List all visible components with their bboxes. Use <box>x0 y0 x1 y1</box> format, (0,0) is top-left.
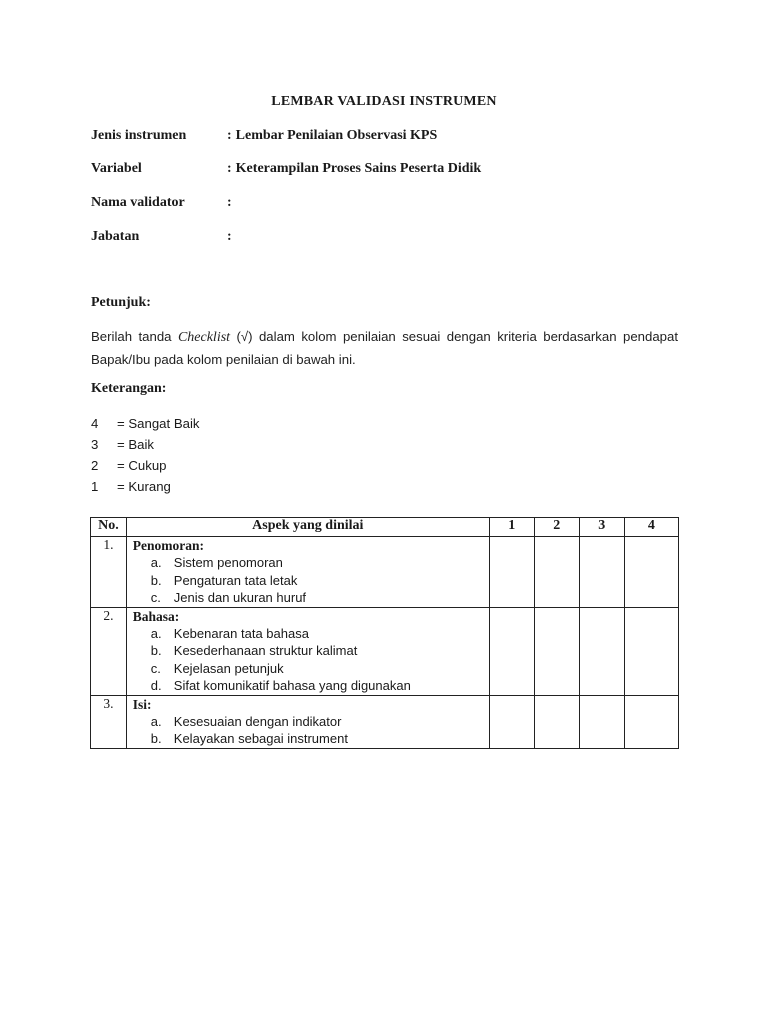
field-variabel <box>91 161 481 177</box>
assessment-table <box>90 517 679 749</box>
item-letter: d. <box>150 678 162 693</box>
petunjuk-paragraph <box>91 326 678 371</box>
row-number: 1. <box>91 537 127 608</box>
score-cell-4[interactable] <box>624 537 678 608</box>
header-no: No. <box>91 518 127 537</box>
aspect-item <box>127 642 489 660</box>
item-text: Kesederhanaan struktur kalimat <box>173 643 358 658</box>
petunjuk-text-before: Berilah tanda <box>91 329 178 344</box>
score-cell-4[interactable] <box>624 695 678 748</box>
aspect-item <box>127 589 489 607</box>
scale-text: = Sangat Baik <box>117 416 200 431</box>
item-letter: a. <box>150 625 162 641</box>
item-letter: a. <box>150 713 162 729</box>
scale-text: = Cukup <box>117 458 167 473</box>
score-cell-3[interactable] <box>579 537 624 608</box>
header-score-3: 3 <box>579 518 624 537</box>
field-label: Jabatan <box>91 229 140 244</box>
scale-row <box>91 434 199 455</box>
scale-number: 4 <box>91 416 99 431</box>
item-text: Kejelasan petunjuk <box>173 660 284 676</box>
score-cell-2[interactable] <box>534 537 579 608</box>
scale-number: 3 <box>91 437 99 452</box>
item-letter: a. <box>150 555 162 570</box>
score-cell-1[interactable] <box>489 607 534 695</box>
score-cell-2[interactable] <box>534 695 579 748</box>
field-value: Keterampilan Proses Sains Peserta Didik <box>235 161 482 176</box>
field-jabatan <box>91 229 236 245</box>
header-score-4: 4 <box>624 518 678 537</box>
aspect-item <box>127 554 489 572</box>
header-aspek: Aspek yang dinilai <box>126 518 489 537</box>
scale-row <box>91 476 199 497</box>
item-letter: c. <box>150 590 161 605</box>
score-cell-3[interactable] <box>579 695 624 748</box>
item-letter: c. <box>150 660 161 676</box>
field-nama-validator <box>91 195 236 211</box>
item-letter: b. <box>150 643 162 658</box>
item-text: Pengaturan tata letak <box>173 572 298 588</box>
item-text: Kebenaran tata bahasa <box>173 625 309 641</box>
field-colon: : <box>227 195 232 210</box>
petunjuk-text-after: (√) dalam kolom penilaian sesuai dengan kriteria berdasarkan pendapat <box>230 329 678 344</box>
item-text: Kesesuaian dengan indikator <box>173 713 342 729</box>
item-text: Sifat komunikatif bahasa yang digunakan <box>173 678 411 693</box>
row-number: 3. <box>91 695 127 748</box>
score-cell-3[interactable] <box>579 607 624 695</box>
field-label: Nama validator <box>91 195 185 210</box>
item-text: Jenis dan ukuran huruf <box>173 590 307 605</box>
aspect-list <box>127 625 489 695</box>
scale-number: 2 <box>91 458 99 473</box>
rating-scale <box>91 413 199 497</box>
item-text: Sistem penomoran <box>173 555 283 570</box>
item-letter: b. <box>150 731 162 746</box>
scale-text: = Baik <box>117 437 155 452</box>
item-letter: b. <box>150 572 162 588</box>
score-cell-1[interactable] <box>489 537 534 608</box>
aspect-cell <box>126 537 489 608</box>
header-score-2: 2 <box>534 518 579 537</box>
field-jenis-instrumen <box>91 128 437 144</box>
aspect-cell <box>126 695 489 748</box>
score-cell-1[interactable] <box>489 695 534 748</box>
aspect-list <box>127 713 489 748</box>
aspect-item <box>127 625 489 643</box>
aspect-item <box>127 713 489 731</box>
scale-row <box>91 455 199 476</box>
scale-row <box>91 413 199 434</box>
category-label: Penomoran: <box>132 538 205 553</box>
petunjuk-italic: Checklist <box>177 330 231 345</box>
scale-number: 1 <box>91 479 99 494</box>
header-score-1: 1 <box>489 518 534 537</box>
category-label: Bahasa: <box>132 608 180 624</box>
petunjuk-line-1 <box>91 326 678 349</box>
score-cell-2[interactable] <box>534 607 579 695</box>
field-label: Jenis instrumen <box>91 128 187 143</box>
field-colon: : <box>227 229 232 244</box>
aspect-item <box>127 730 489 748</box>
scale-text: = Kurang <box>117 479 171 494</box>
aspect-list <box>127 554 489 607</box>
field-colon: : <box>227 128 232 143</box>
document-title: LEMBAR VALIDASI INSTRUMEN <box>271 94 497 109</box>
aspect-item <box>127 572 489 590</box>
table-header-row <box>91 518 679 537</box>
score-cell-4[interactable] <box>624 607 678 695</box>
aspect-item <box>127 677 489 695</box>
petunjuk-heading: Petunjuk: <box>91 295 151 310</box>
row-number: 2. <box>91 607 127 695</box>
field-value: Lembar Penilaian Observasi KPS <box>235 128 438 143</box>
table-row <box>91 607 679 695</box>
field-colon: : <box>227 161 232 176</box>
table-row <box>91 695 679 748</box>
aspect-cell <box>126 607 489 695</box>
field-label: Variabel <box>91 161 142 176</box>
category-label: Isi: <box>132 696 152 712</box>
petunjuk-line-2: Bapak/Ibu pada kolom penilaian di bawah ini. <box>91 352 356 367</box>
keterangan-heading: Keterangan: <box>91 381 167 396</box>
aspect-item <box>127 660 489 678</box>
item-text: Kelayakan sebagai instrument <box>173 731 348 746</box>
table-row <box>91 537 679 608</box>
